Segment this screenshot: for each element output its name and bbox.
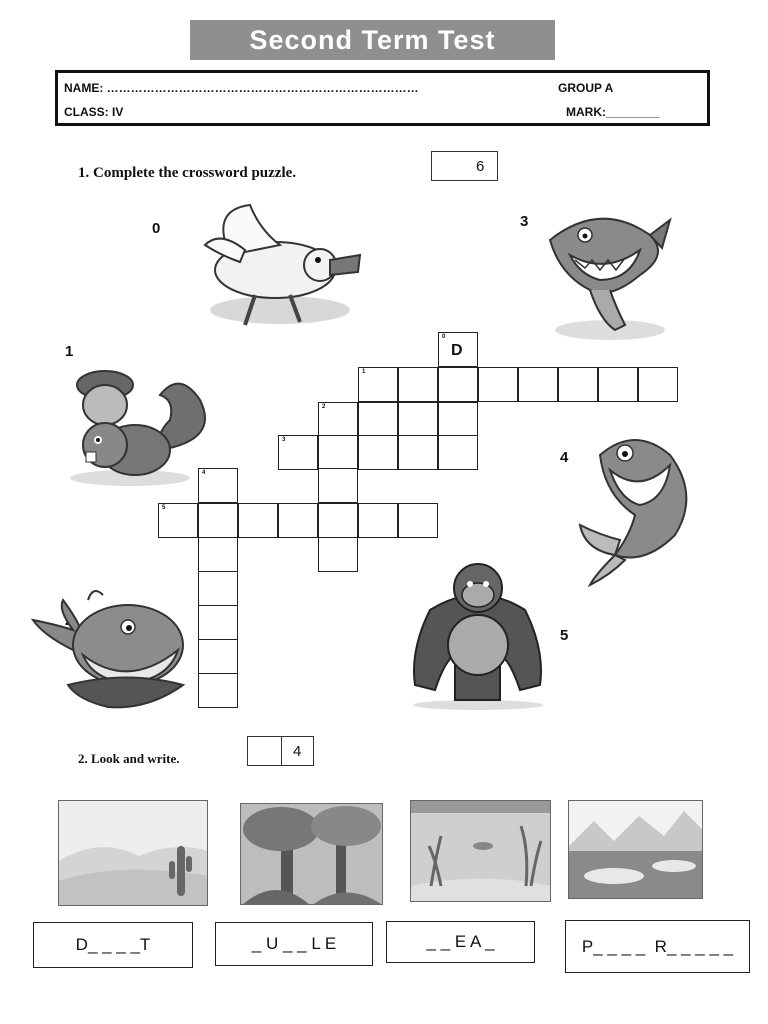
crossword-cell[interactable] — [398, 402, 438, 437]
crossword-cell[interactable] — [478, 367, 518, 402]
question-2-score: 4 — [293, 743, 302, 760]
page-title: Second Term Test — [190, 20, 555, 60]
clue-number-4: 4 — [202, 470, 206, 476]
crossword-cell[interactable] — [638, 367, 678, 402]
animal-number-4: 4 — [560, 449, 569, 466]
mark-label: MARK:________ — [566, 105, 660, 119]
crossword-cell[interactable] — [238, 503, 278, 538]
class-label: CLASS: IV — [64, 105, 124, 119]
question-2-label: 2. Look and write. — [78, 751, 180, 766]
answer-box-desert[interactable]: D_ _ _ _T — [33, 922, 193, 968]
crossword-cell[interactable] — [158, 503, 198, 538]
crossword-cell[interactable] — [398, 503, 438, 538]
question-2-score-box — [247, 736, 314, 766]
given-letter: D — [451, 342, 463, 359]
crossword-cell[interactable] — [438, 435, 478, 470]
crossword-cell[interactable] — [318, 503, 358, 538]
gorilla-icon — [400, 560, 555, 710]
crossword-cell[interactable] — [318, 402, 358, 437]
crossword-cell[interactable] — [438, 402, 478, 437]
crossword-cell[interactable] — [318, 468, 358, 503]
answer-box-ocean[interactable]: _ _ E A _ — [386, 921, 535, 963]
crossword-cell[interactable] — [318, 537, 358, 572]
question-1-score-box — [431, 151, 498, 181]
ocean-scene — [410, 800, 551, 902]
clue-number-0: 0 — [442, 334, 446, 340]
whale-icon — [28, 575, 188, 710]
jungle-scene — [240, 803, 383, 905]
crossword-cell[interactable] — [198, 673, 238, 708]
crossword-cell[interactable] — [438, 367, 478, 402]
crossword-cell[interactable] — [598, 367, 638, 402]
clue-number-5: 5 — [162, 505, 166, 511]
crossword-cell[interactable] — [198, 468, 238, 503]
animal-number-0: 0 — [152, 220, 161, 237]
squirrel-icon — [50, 350, 220, 490]
shark-icon — [530, 200, 680, 345]
crossword-cell[interactable] — [358, 367, 398, 402]
answer-box-polar[interactable]: P_ _ _ _ R_ _ _ _ _ — [565, 920, 750, 973]
crossword-cell[interactable] — [358, 435, 398, 470]
animal-number-3: 3 — [520, 213, 529, 230]
crossword-cell[interactable] — [198, 571, 238, 606]
crossword-cell[interactable] — [358, 402, 398, 437]
clue-number-1: 1 — [362, 369, 366, 375]
group-label: GROUP A — [558, 81, 614, 95]
crossword-cell[interactable] — [358, 503, 398, 538]
question-1-score: 6 — [476, 158, 485, 175]
crossword-cell[interactable] — [198, 537, 238, 572]
crossword-cell[interactable] — [278, 435, 318, 470]
crossword-cell[interactable] — [278, 503, 318, 538]
question-1-label: 1. Complete the crossword puzzle. — [78, 165, 297, 181]
crossword-cell[interactable] — [438, 332, 478, 367]
crossword-cell[interactable] — [198, 503, 238, 538]
clue-number-3: 3 — [282, 437, 286, 443]
polar-scene — [568, 800, 703, 899]
duck-icon — [190, 200, 370, 335]
crossword-cell[interactable] — [398, 435, 438, 470]
desert-scene — [58, 800, 208, 906]
animal-number-1: 1 — [65, 343, 74, 360]
crossword-cell[interactable] — [398, 367, 438, 402]
crossword-cell[interactable] — [518, 367, 558, 402]
student-info-box — [55, 70, 710, 126]
clue-number-2: 2 — [322, 404, 326, 410]
dolphin-icon — [575, 425, 705, 590]
crossword-cell[interactable] — [318, 435, 358, 470]
crossword-cell[interactable] — [198, 605, 238, 640]
crossword-cell[interactable] — [558, 367, 598, 402]
answer-box-jungle[interactable]: _ U _ _ L E — [215, 922, 373, 966]
crossword-cell[interactable] — [198, 639, 238, 674]
name-label: NAME: …………………………………………………………………… — [64, 81, 419, 95]
animal-number-5: 5 — [560, 627, 569, 644]
